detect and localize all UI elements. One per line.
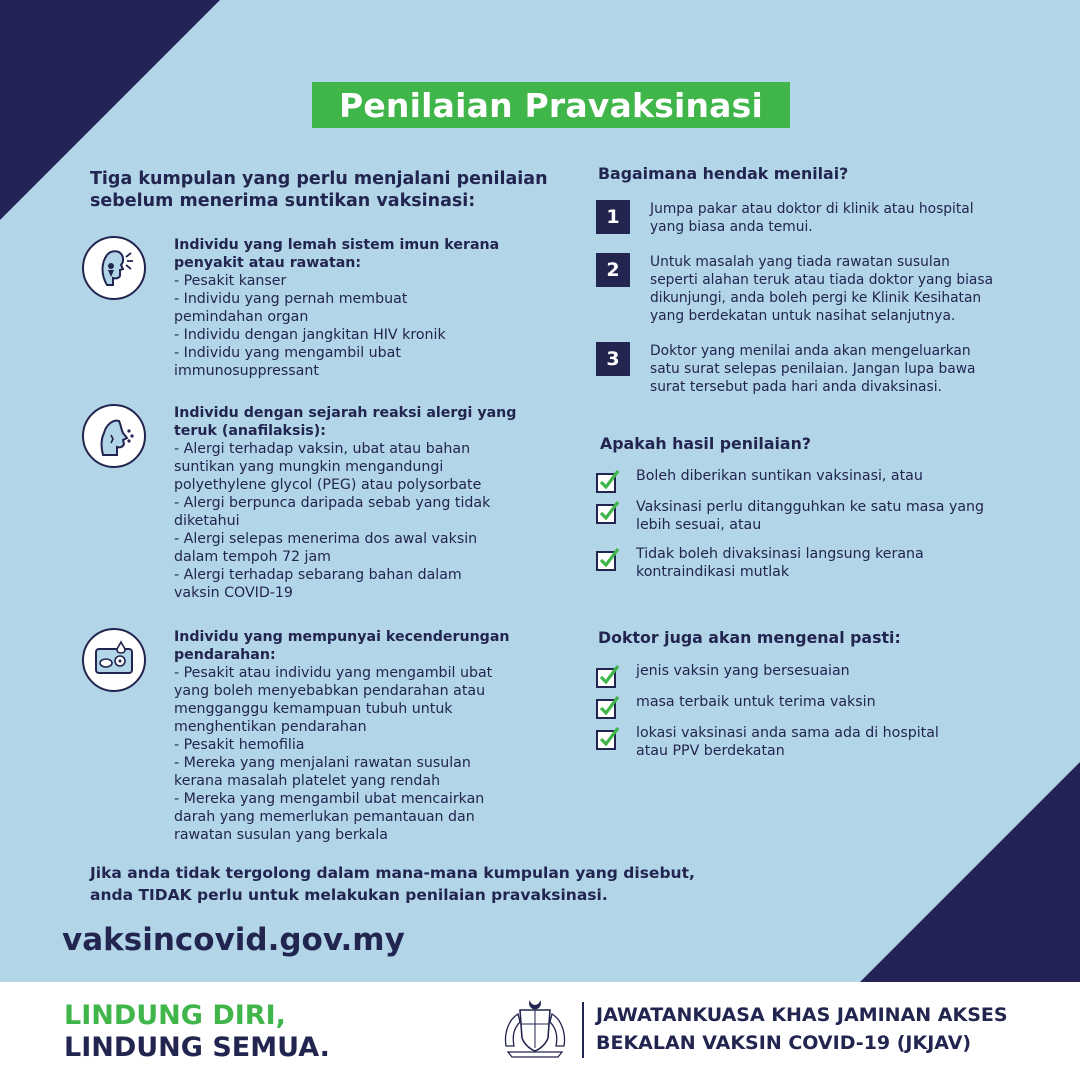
slogan-line: LINDUNG SEMUA. xyxy=(64,1032,330,1063)
checkbox-checked-icon xyxy=(596,664,620,688)
checkbox-checked-icon xyxy=(596,695,620,719)
government-crest-icon xyxy=(500,996,570,1060)
title-banner xyxy=(312,82,790,128)
doctor-line: masa terbaik untuk terima vaksin xyxy=(636,694,876,710)
step-line: dikunjungi, anda boleh pergi ke Klinik Kesihatan xyxy=(650,290,982,306)
doctor-line: atau PPV berdekatan xyxy=(636,743,785,759)
group-line: - Individu dengan jangkitan HIV kronik xyxy=(174,327,446,343)
group-line: vaksin COVID-19 xyxy=(174,585,293,601)
group-line: - Alergi selepas menerima dos awal vaksin xyxy=(174,531,478,547)
group-line: - Alergi terhadap vaksin, ubat atau bahan xyxy=(174,441,471,457)
step-number: 1 xyxy=(596,200,630,234)
group-line: - Mereka yang mengambil ubat mencairkan xyxy=(174,791,485,807)
result-line: Tidak boleh divaksinasi langsung kerana xyxy=(636,546,924,562)
allergy-face-icon xyxy=(82,404,146,468)
group-title: Individu dengan sejarah reaksi alergi yang xyxy=(174,405,517,421)
org-name-line: JAWATANKUASA KHAS JAMINAN AKSES xyxy=(596,1004,1008,1026)
checkbox-checked-icon xyxy=(596,469,620,493)
group-line: yang boleh menyebabkan pendarahan atau xyxy=(174,683,486,699)
step-line: Untuk masalah yang tiada rawatan susulan xyxy=(650,254,950,270)
group-title: penyakit atau rawatan: xyxy=(174,255,362,271)
corner-triangle-bottom-right xyxy=(860,762,1080,982)
group-title: Individu yang lemah sistem imun kerana xyxy=(174,237,500,253)
note-line: Jika anda tidak tergolong dalam mana-mana kumpulan yang disebut, xyxy=(90,864,695,882)
group-line: darah yang memerlukan pemantauan dan xyxy=(174,809,475,825)
group-line: diketahui xyxy=(174,513,240,529)
step-line: satu surat selepas penilaian. Jangan lupa bawa xyxy=(650,361,976,377)
group-title: pendarahan: xyxy=(174,647,276,663)
step-line: yang biasa anda temui. xyxy=(650,219,813,235)
step-number: 2 xyxy=(596,253,630,287)
group-line: - Alergi terhadap sebarang bahan dalam xyxy=(174,567,462,583)
left-heading-line: sebelum menerima suntikan vaksinasi: xyxy=(90,191,476,211)
checkbox-checked-icon xyxy=(596,547,620,571)
group-line: polyethylene glycol (PEG) atau polysorbate xyxy=(174,477,482,493)
group-line: - Pesakit kanser xyxy=(174,273,287,289)
group-line: - Individu yang mengambil ubat xyxy=(174,345,401,361)
checkbox-checked-icon xyxy=(596,500,620,524)
org-name-line: BEKALAN VAKSIN COVID-19 (JKJAV) xyxy=(596,1032,972,1054)
group-line: immunosuppressant xyxy=(174,363,319,379)
group-line: - Individu yang pernah membuat xyxy=(174,291,408,307)
result-line: Vaksinasi perlu ditangguhkan ke satu masa yang xyxy=(636,499,985,515)
group-line: - Alergi berpunca daripada sebab yang tidak xyxy=(174,495,491,511)
group-line: - Mereka yang menjalani rawatan susulan xyxy=(174,755,471,771)
doctor-heading: Doktor juga akan mengenal pasti: xyxy=(598,628,901,647)
result-line: Boleh diberikan suntikan vaksinasi, atau xyxy=(636,468,923,484)
group-line: kerana masalah platelet yang rendah xyxy=(174,773,441,789)
group-line: dalam tempoh 72 jam xyxy=(174,549,331,565)
step-line: Doktor yang menilai anda akan mengeluarkan xyxy=(650,343,971,359)
group-line: pemindahan organ xyxy=(174,309,309,325)
immune-person-icon xyxy=(82,236,146,300)
group-line: suntikan yang mungkin mengandungi xyxy=(174,459,444,475)
note-line: anda TIDAK perlu untuk melakukan penilaian pravaksinasi. xyxy=(90,886,608,904)
eligibility-note xyxy=(90,862,790,906)
left-heading-line: Tiga kumpulan yang perlu menjalani penilaian xyxy=(90,169,548,189)
page-title: Penilaian Pravaksinasi xyxy=(338,85,764,125)
doctor-line: jenis vaksin yang bersesuaian xyxy=(636,663,850,679)
group-line: - Pesakit atau individu yang mengambil ubat xyxy=(174,665,493,681)
left-heading xyxy=(90,168,560,212)
result-line: kontraindikasi mutlak xyxy=(636,564,790,580)
footer-divider xyxy=(582,1002,584,1058)
website-link[interactable]: vaksincovid.gov.my xyxy=(62,922,405,958)
group-line: rawatan susulan yang berkala xyxy=(174,827,388,843)
group-line: menghentikan pendarahan xyxy=(174,719,367,735)
step-line: Jumpa pakar atau doktor di klinik atau hospital xyxy=(650,201,974,217)
step-line: seperti alahan teruk atau tiada doktor yang biasa xyxy=(650,272,994,288)
doctor-line: lokasi vaksinasi anda sama ada di hospital xyxy=(636,725,939,741)
group-title: Individu yang mempunyai kecenderungan xyxy=(174,629,510,645)
result-heading: Apakah hasil penilaian? xyxy=(600,434,811,453)
checkbox-checked-icon xyxy=(596,726,620,750)
step-line: surat tersebut pada hari anda divaksinasi. xyxy=(650,379,942,395)
result-line: lebih sesuai, atau xyxy=(636,517,762,533)
group-line: - Pesakit hemofilia xyxy=(174,737,305,753)
step-number: 3 xyxy=(596,342,630,376)
blood-cells-icon xyxy=(82,628,146,692)
how-heading: Bagaimana hendak menilai? xyxy=(598,164,849,183)
group-title: teruk (anafilaksis): xyxy=(174,423,326,439)
group-line: mengganggu kemampuan tubuh untuk xyxy=(174,701,453,717)
step-line: yang berdekatan untuk nasihat selanjutnya. xyxy=(650,308,956,324)
slogan-line: LINDUNG DIRI, xyxy=(64,1000,286,1031)
